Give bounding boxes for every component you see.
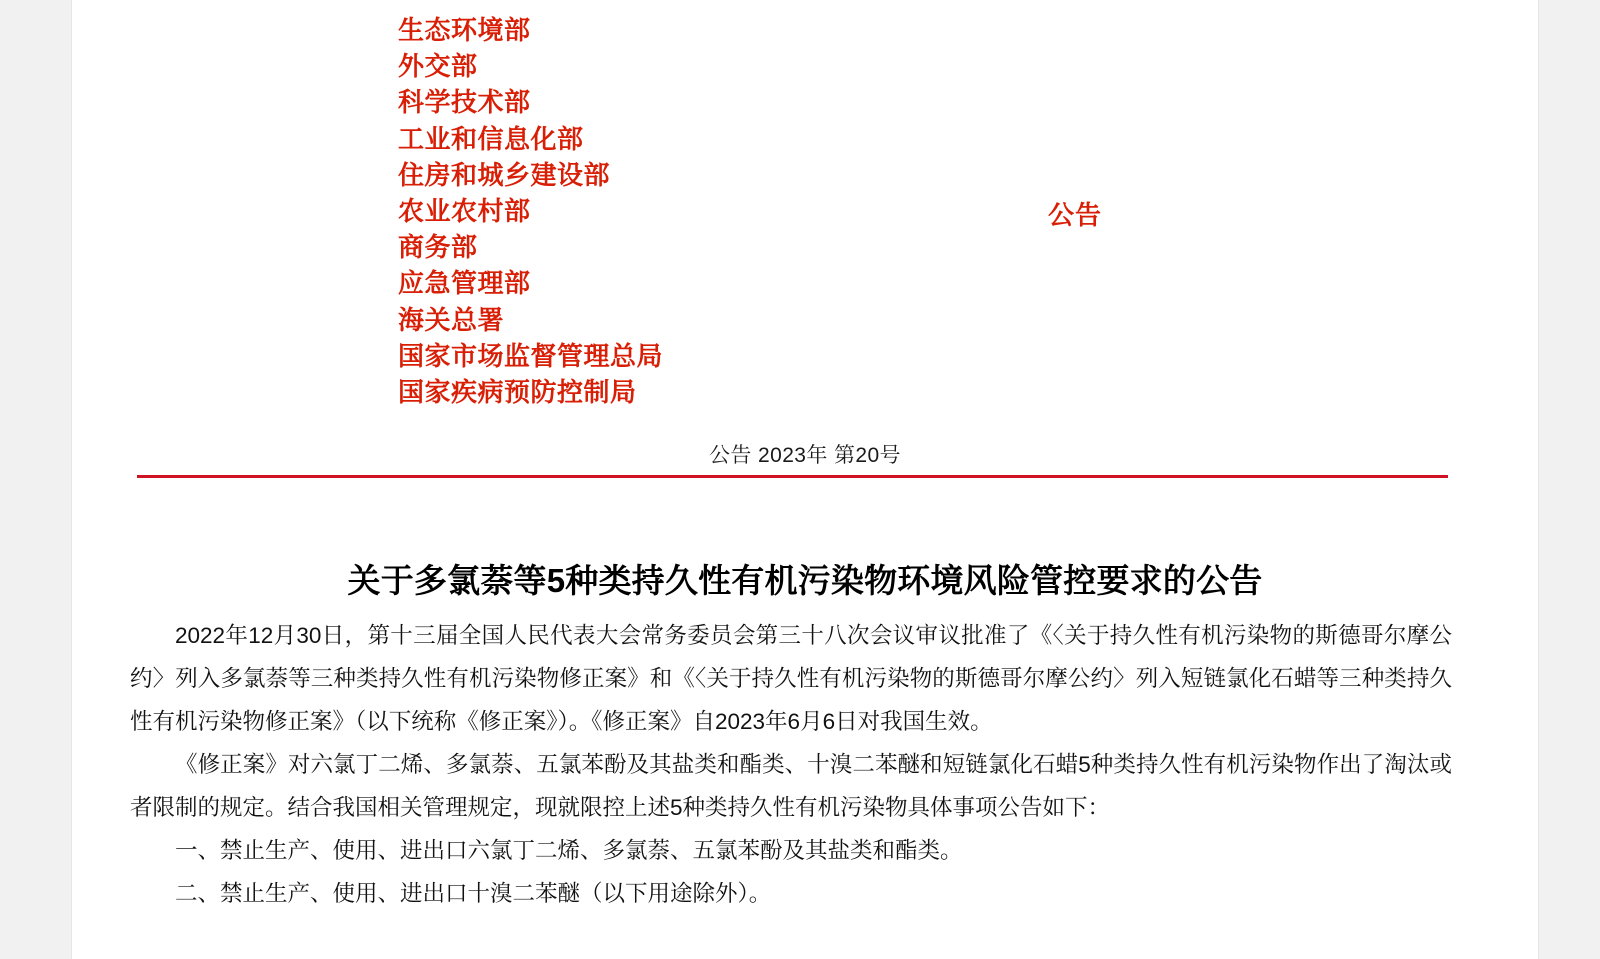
issuing-agency-item: 科学技术部: [398, 87, 531, 118]
issuing-agency-item: 外交部: [398, 51, 478, 82]
issuing-agency-item: 海关总署: [398, 304, 505, 335]
issuing-agency-item: 国家市场监督管理总局: [398, 340, 664, 371]
document-type-label: 公告: [1048, 200, 1103, 230]
document-number: 公告 2023年 第20号: [709, 444, 901, 467]
issuing-agency-item: 工业和信息化部: [398, 123, 584, 154]
numbered-item: 二、禁止生产、使用、进出口十溴二苯醚（以下用途除外）。: [175, 881, 772, 906]
page-gutter-left: [0, 0, 72, 959]
document-body: [130, 614, 1452, 915]
issuing-agency-item: 农业农村部: [398, 196, 531, 227]
issuing-agency-item: 住房和城乡建设部: [398, 159, 611, 190]
red-divider-rule: [137, 475, 1448, 478]
document-title: 关于多氯萘等5种类持久性有机污染物环境风险管控要求的公告: [347, 562, 1263, 600]
numbered-item: 一、禁止生产、使用、进出口六氯丁二烯、多氯萘、五氯苯酚及其盐类和酯类。: [175, 838, 963, 863]
body-paragraph: 《修正案》对六氯丁二烯、多氯萘、五氯苯酚及其盐类和酯类、十溴二苯醚和短链氯化石蜡5种类持久性有机污染物作出了淘汰或者限制的规定。结合我国相关管理规定，现就限控上述5种类持久性有机污染物具体事项公告如下：: [130, 752, 1452, 820]
issuing-agency-item: 商务部: [398, 232, 478, 263]
body-paragraph: 2022年12月30日，第十三届全国人民代表大会常务委员会第三十八次会议审议批准了《〈关于持久性有机污染物的斯德哥尔摩公约〉列入多氯萘等三种类持久性有机污染物修正案》和《〈关于持久性有机污染物的斯德哥尔摩公约〉列入短链氯化石蜡等三种类持久性有机污染物修正案》（以下统称《修正案》）。《修正案》自2023年6月6日对我国生效。: [130, 623, 1452, 734]
issuing-agency-item: 生态环境部: [398, 15, 531, 45]
document-page: [72, 0, 1538, 959]
document-masthead: [72, 0, 1538, 430]
issuing-agency-list: [398, 12, 663, 410]
issuing-agency-item: 国家疾病预防控制局: [398, 377, 637, 408]
issuing-agency-item: 应急管理部: [398, 268, 531, 299]
page-gutter-right: [1538, 0, 1600, 959]
